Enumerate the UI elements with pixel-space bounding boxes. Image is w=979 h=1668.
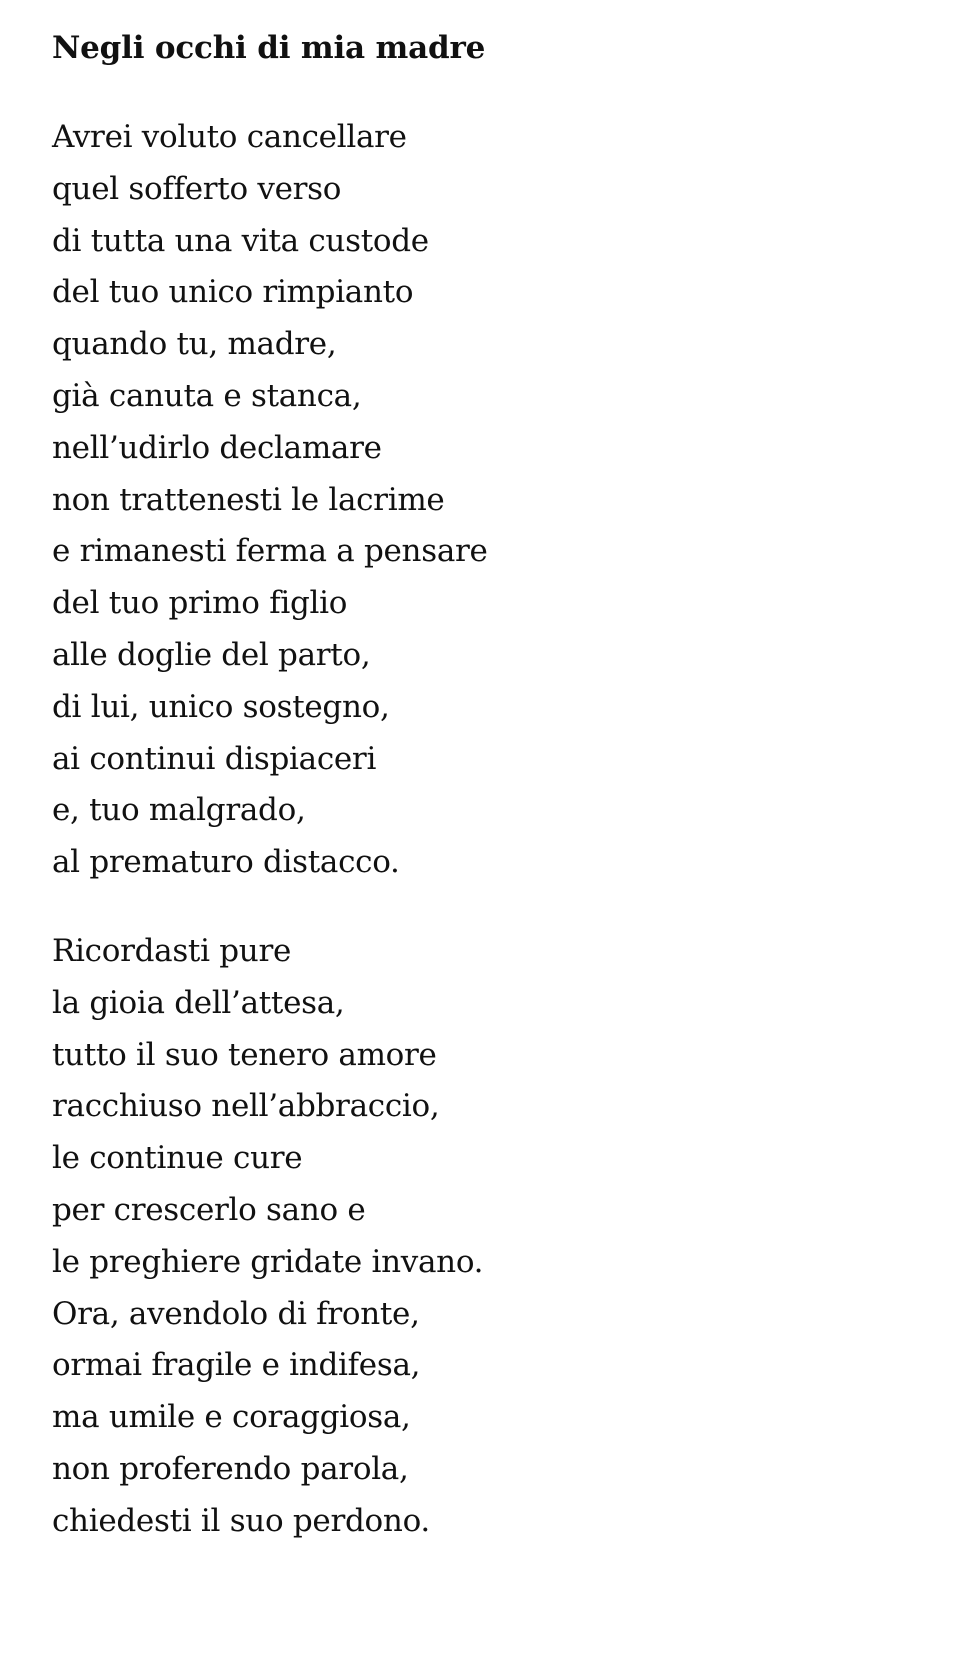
poem-line: di tutta una vita custode — [52, 222, 429, 259]
poem-line: Ricordasti pure — [52, 932, 292, 969]
poem-line: al prematuro distacco. — [52, 844, 400, 881]
poem-line: ai continui dispiaceri — [52, 740, 377, 777]
poem-line: alle doglie del parto, — [52, 636, 371, 673]
stanza-2 — [52, 926, 932, 1548]
poem-line: per crescerlo sano e — [52, 1191, 366, 1228]
poem-line: del tuo unico rimpianto — [52, 274, 414, 311]
poem-title: Negli occhi di mia madre — [52, 30, 486, 66]
poem-line: del tuo primo figlio — [52, 585, 348, 622]
poem-line: chiedesti il suo perdono. — [52, 1502, 430, 1539]
poem-line: Ora, avendolo di fronte, — [52, 1295, 420, 1332]
poem-line: le preghiere gridate invano. — [52, 1243, 484, 1280]
poem-line: racchiuso nell’abbraccio, — [52, 1088, 440, 1125]
poem-line: quel sofferto verso — [52, 170, 342, 207]
poem-line: quando tu, madre, — [52, 326, 337, 363]
poem-line: nell’udirlo declamare — [52, 429, 382, 466]
poem-line: e, tuo malgrado, — [52, 792, 306, 829]
poem-page — [52, 26, 932, 1548]
poem-line: ormai fragile e indifesa, — [52, 1347, 421, 1384]
poem-line: ma umile e coraggiosa, — [52, 1399, 411, 1436]
poem-line: e rimanesti ferma a pensare — [52, 533, 488, 570]
poem-line: tutto il suo tenero amore — [52, 1036, 437, 1073]
stanza-1 — [52, 112, 932, 889]
poem-line: Avrei voluto cancellare — [52, 119, 407, 155]
poem-line: di lui, unico sostegno, — [52, 688, 390, 725]
poem-line: non proferendo parola, — [52, 1450, 409, 1487]
poem-line: non trattenesti le lacrime — [52, 481, 445, 518]
poem-line: le continue cure — [52, 1140, 303, 1177]
poem-line: la gioia dell’attesa, — [52, 984, 345, 1021]
poem-line: già canuta e stanca, — [52, 377, 362, 414]
